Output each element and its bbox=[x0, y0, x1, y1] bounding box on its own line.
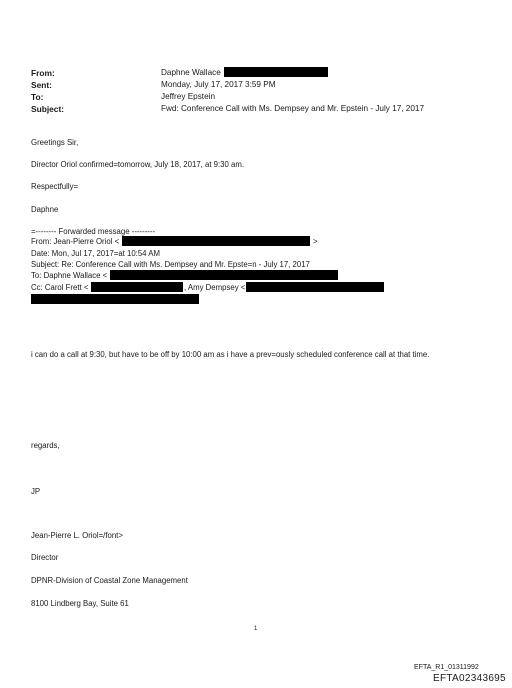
signature-title: Director bbox=[31, 553, 59, 562]
signature-name: Jean-Pierre L. Oriol=/font> bbox=[31, 531, 123, 540]
forwarded-subject: Subject: Re: Conference Call with Ms. Dempsey and Mr. Epste=n - July 17, 2017 bbox=[31, 260, 310, 269]
to-value: Jeffrey Epstein bbox=[161, 92, 216, 101]
redaction-bar bbox=[31, 294, 199, 304]
signature-organization: DPNR-Division of Coastal Zone Management bbox=[31, 576, 188, 585]
confirmation-line: Director Oriol confirmed=tomorrow, July 18, 2017, at 9:30 am. bbox=[31, 160, 244, 169]
page-number: 1 bbox=[254, 626, 258, 632]
forwarded-cc-mid: , Amy Dempsey < bbox=[184, 283, 246, 292]
reply-message: i can do a call at 9:30, but have to be off by 10:00 am as i have a prev=ously scheduled conference call at that time. bbox=[31, 350, 430, 359]
signature-address: 8100 Lindberg Bay, Suite 61 bbox=[31, 599, 129, 608]
redaction-bar bbox=[91, 282, 183, 292]
redaction-bar bbox=[110, 270, 338, 280]
subject-label: Subject: bbox=[31, 104, 65, 114]
forwarded-cc-start: Cc: Carol Frett < bbox=[31, 283, 89, 292]
sent-value: Monday, July 17, 2017 3:59 PM bbox=[161, 80, 276, 89]
forwarded-to: To: Daphne Wallace < bbox=[31, 271, 108, 280]
subject-value: Fwd: Conference Call with Ms. Dempsey and Mr. Epstein - July 17, 2017 bbox=[161, 104, 425, 113]
redaction-bar bbox=[122, 236, 310, 246]
sent-label: Sent: bbox=[31, 80, 52, 90]
forwarded-from-end: > bbox=[313, 237, 318, 246]
bates-number-secondary: EFTA02343695 bbox=[433, 673, 506, 684]
to-label: To: bbox=[31, 92, 44, 102]
redaction-bar bbox=[246, 282, 384, 292]
greeting: Greetings Sir, bbox=[31, 138, 79, 147]
redaction-bar bbox=[224, 67, 328, 77]
closing: Respectfully= bbox=[31, 182, 79, 191]
from-label: From: bbox=[31, 68, 55, 78]
forwarded-from: From: Jean-Pierre Oriol < bbox=[31, 237, 120, 246]
bates-number-primary: EFTA_R1_01311992 bbox=[414, 664, 479, 671]
forwarded-date: Date: Mon, Jul 17, 2017=at 10:54 AM bbox=[31, 249, 160, 258]
forwarded-divider: =-------- Forwarded message --------- bbox=[31, 227, 156, 236]
signature: Daphne bbox=[31, 205, 59, 214]
from-value: Daphne Wallace bbox=[161, 68, 221, 77]
reply-regards: regards, bbox=[31, 441, 60, 450]
reply-initials: JP bbox=[31, 487, 41, 496]
